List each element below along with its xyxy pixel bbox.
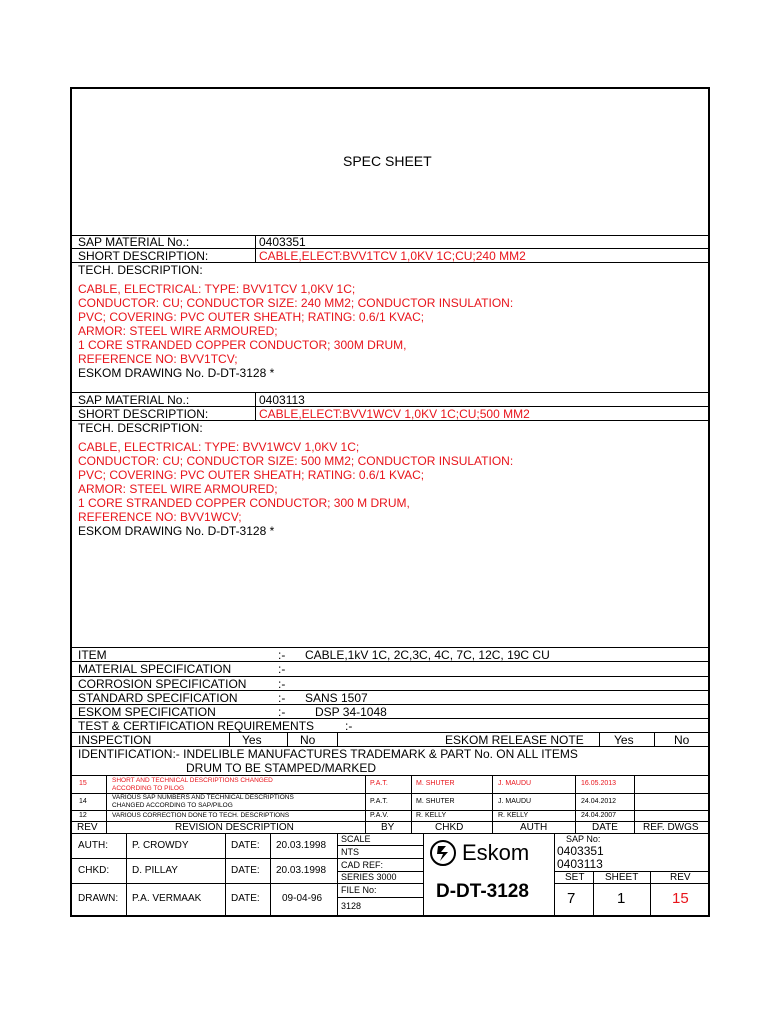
tech-line: CABLE, ELECTRICAL: TYPE: BVV1TCV 1,0KV 1C;	[78, 282, 356, 296]
scale-value: NTS	[341, 847, 359, 857]
divider	[255, 392, 256, 420]
divider	[337, 833, 338, 916]
sap-no-value: 0403351	[557, 844, 604, 858]
spec-label: CORROSION SPECIFICATION	[78, 677, 247, 691]
divider	[337, 897, 423, 898]
divider	[337, 732, 338, 746]
scale-label: SCALE	[341, 834, 371, 844]
rev-by: P.A.T.	[370, 798, 388, 805]
spec-value: SANS 1507	[305, 691, 368, 705]
sap-material-value: 0403113	[259, 393, 305, 407]
rev-number: 15	[79, 780, 87, 787]
rev-header: AUTH	[520, 822, 548, 833]
divider	[423, 833, 424, 916]
tech-description-label: TECH. DESCRIPTION:	[78, 263, 203, 277]
rev-description: VARIOUS CORRECTION DONE TO TECH. DESCRIPTIONS	[112, 812, 290, 819]
drawn-date: 09-04-96	[282, 893, 323, 904]
rev-description: ACCORDING TO PILOG	[112, 785, 184, 792]
rev-header: REVISION DESCRIPTION	[175, 822, 294, 833]
short-description-value: CABLE,ELECT:BVV1TCV 1,0KV 1C;CU;240 MM2	[259, 249, 526, 263]
rev-header: REF. DWGS	[643, 822, 699, 833]
rev-auth: J. MAUDU	[498, 798, 532, 805]
inspection-no[interactable]: No	[300, 733, 316, 747]
divider	[229, 732, 230, 746]
tech-line: CONDUCTOR: CU; CONDUCTOR SIZE: 240 MM2; CONDUCTOR INSULATION:	[78, 296, 514, 310]
rev-header: REV	[77, 822, 98, 833]
rev-header: CHKD	[435, 822, 464, 833]
spec-sep: :-	[278, 677, 286, 691]
divider	[126, 833, 127, 916]
rev-description: SHORT AND TECHNICAL DESCRIPTIONS CHANGED	[112, 777, 273, 784]
tech-description-label: TECH. DESCRIPTION:	[78, 421, 203, 435]
divider	[270, 833, 271, 916]
tech-line: CONDUCTOR: CU; CONDUCTOR SIZE: 500 MM2; CONDUCTOR INSULATION:	[78, 454, 514, 468]
spec-sep: :-	[278, 705, 286, 719]
spec-sep: :-	[278, 691, 286, 705]
inspection-yes[interactable]: Yes	[242, 733, 262, 747]
rev-header: BY	[381, 822, 395, 833]
rev-by: P.A.T.	[370, 780, 388, 787]
auth-date-label: DATE:	[231, 840, 260, 851]
tech-line: CABLE, ELECTRICAL: TYPE: BVV1WCV 1,0KV 1C;	[78, 440, 360, 454]
tech-line: PVC; COVERING: PVC OUTER SHEATH; RATING: 0.6/1 KVAC;	[78, 310, 425, 324]
divider	[337, 845, 423, 846]
eskom-logo-text: Eskom	[462, 840, 530, 865]
rev-number: 12	[79, 812, 87, 819]
divider	[287, 732, 288, 746]
rev-header: DATE	[592, 822, 618, 833]
divider	[634, 775, 635, 833]
rev-by: P.A.V.	[370, 812, 389, 819]
inspection-label: INSPECTION	[78, 733, 152, 747]
short-description-label: SHORT DESCRIPTION:	[78, 249, 209, 263]
cad-label: CAD REF:	[341, 860, 384, 870]
tech-line: PVC; COVERING: PVC OUTER SHEATH; RATING: 0.6/1 KVAC;	[78, 468, 425, 482]
chkd-label: CHKD:	[78, 865, 110, 876]
divider	[554, 883, 709, 884]
test-cert-sep: :-	[345, 719, 353, 733]
rev-chkd: M. SHUTER	[416, 798, 455, 805]
sap-material-label: SAP MATERIAL No.:	[78, 393, 190, 407]
file-label: FILE No:	[341, 885, 377, 895]
divider	[225, 833, 226, 916]
file-value: 3128	[341, 901, 362, 911]
rev-value: 15	[672, 890, 689, 907]
divider	[71, 810, 709, 811]
page-title: SPEC SHEET	[343, 153, 432, 169]
divider	[654, 732, 655, 746]
auth-label: AUTH:	[78, 840, 108, 851]
divider	[492, 775, 493, 833]
rev-chkd: M. SHUTER	[416, 780, 455, 787]
sheet-value: 1	[617, 890, 626, 907]
auth-name: P. CROWDY	[132, 840, 189, 851]
chkd-date: 20.03.1998	[276, 865, 327, 876]
drawn-date-label: DATE:	[231, 893, 260, 904]
divider	[593, 871, 594, 916]
divider	[71, 883, 337, 884]
divider	[599, 732, 600, 746]
tech-line: REFERENCE NO: BVV1TCV;	[78, 352, 238, 366]
chkd-name: D. PILLAY	[132, 865, 178, 876]
rev-chkd: R. KELLY	[416, 812, 447, 819]
divider	[575, 775, 576, 833]
spec-sep: :-	[278, 662, 286, 676]
spec-label: MATERIAL SPECIFICATION	[78, 662, 232, 676]
drawn-label: DRAWN:	[78, 893, 119, 904]
spec-sep: :-	[278, 648, 286, 662]
drawn-name: P.A. VERMAAK	[132, 893, 202, 904]
drawing-number: D-DT-3128	[436, 881, 529, 902]
spec-value: DSP 34-1048	[315, 705, 387, 719]
divider	[554, 833, 555, 916]
sheet-label: SHEET	[605, 872, 639, 883]
spec-value: CABLE,1kV 1C, 2C,3C, 4C, 7C, 12C, 19C CU	[305, 648, 550, 662]
cad-value: SERIES 3000	[341, 872, 397, 882]
divider	[255, 235, 256, 262]
tech-line: 1 CORE STRANDED COPPER CONDUCTOR; 300 M DRUM,	[78, 496, 410, 510]
tech-line: ARMOR: STEEL WIRE ARMOURED;	[78, 482, 278, 496]
divider	[71, 858, 337, 859]
identification-line: DRUM TO BE STAMPED/MARKED	[186, 761, 377, 775]
set-value: 7	[567, 890, 576, 907]
release-yes[interactable]: Yes	[614, 733, 634, 747]
divider	[106, 775, 107, 833]
rev-description: VARIOUS SAP NUMBERS AND TECHNICAL DESCRIPTIONS	[112, 794, 294, 801]
spec-label: STANDARD SPECIFICATION	[78, 691, 238, 705]
sap-no-label: SAP No:	[566, 834, 601, 844]
divider	[71, 775, 709, 776]
rev-auth: J. MAUDU	[498, 780, 532, 787]
divider	[71, 833, 709, 834]
spec-label: ITEM	[78, 648, 107, 662]
eskom-drawing-ref: ESKOM DRAWING No. D-DT-3128 *	[78, 524, 275, 538]
divider	[411, 775, 412, 833]
divider	[650, 871, 651, 916]
identification-line: IDENTIFICATION:- INDELIBLE MANUFACTURES TRADEMARK & PART No. ON ALL ITEMS	[78, 747, 578, 761]
sap-material-value: 0403351	[259, 235, 306, 249]
eskom-logo-icon	[430, 840, 456, 866]
tech-line: REFERENCE NO: BVV1WCV;	[78, 510, 242, 524]
rev-auth: R. KELLY	[498, 812, 529, 819]
short-description-value: CABLE,ELECT:BVV1WCV 1,0KV 1C;CU;500 MM2	[259, 407, 530, 421]
spec-label: ESKOM SPECIFICATION	[78, 705, 216, 719]
auth-date: 20.03.1998	[276, 840, 327, 851]
rev-number: 14	[79, 798, 87, 805]
divider	[365, 775, 366, 833]
divider	[337, 883, 423, 884]
eskom-drawing-ref: ESKOM DRAWING No. D-DT-3128 *	[78, 366, 275, 380]
rev-description: CHANGED ACCORDING TO SAP/PILOG	[112, 802, 233, 809]
tech-line: 1 CORE STRANDED COPPER CONDUCTOR; 300M DRUM,	[78, 338, 407, 352]
set-label: SET	[565, 872, 585, 883]
test-cert-label: TEST & CERTIFICATION REQUIREMENTS	[78, 719, 315, 733]
eskom-logo	[430, 840, 529, 866]
rev-date: 16.05.2013	[581, 780, 617, 787]
rev-date: 24.04.2007	[581, 812, 617, 819]
rev-date: 24.04.2012	[581, 798, 617, 805]
release-no[interactable]: No	[674, 733, 690, 747]
divider	[337, 858, 423, 859]
chkd-date-label: DATE:	[231, 865, 260, 876]
sap-no-value: 0403113	[557, 857, 603, 871]
short-description-label: SHORT DESCRIPTION:	[78, 407, 209, 421]
sap-material-label: SAP MATERIAL No.:	[78, 235, 190, 249]
rev-label: REV	[670, 872, 691, 883]
tech-line: ARMOR: STEEL WIRE ARMOURED;	[78, 324, 278, 338]
release-note-label: ESKOM RELEASE NOTE	[445, 733, 584, 747]
